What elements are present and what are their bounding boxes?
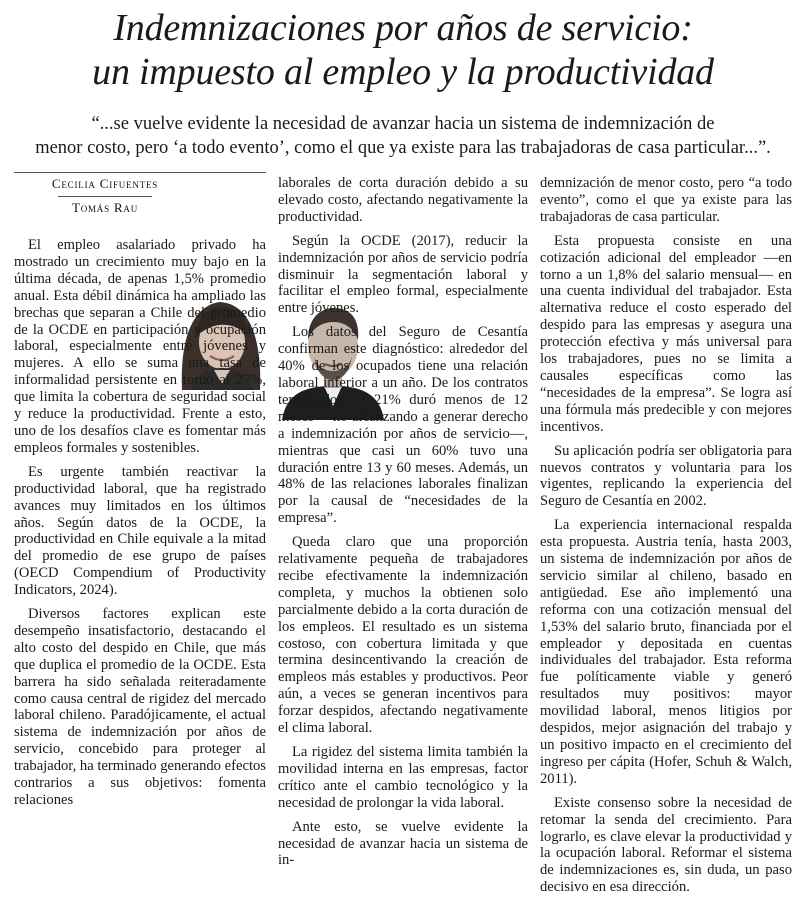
paragraph: Ante esto, se vuelve evidente la necesidad de avanzar hacia un sistema de in- [278,818,528,869]
headline-line-1: Indemnizaciones por años de servicio: [113,7,693,49]
paragraph: Esta propuesta consiste en una cotización adicional del empleador —en torno a un 1,8% del salario mensual— en una cuenta individual del trabajador. Esta alternativa reduce el costo esperado del despido para las empresas y asegura una protección efectiva y más universal para los trabajadores, pues no se limita a causales específicas como las “necesidades de la empresa”. Se logra así una fórmula más predecible y con mejores incentivos. [540,232,792,435]
article-column-2 [278,175,528,876]
paragraph: Existe consenso sobre la necesidad de retomar la senda del crecimiento. Para lograrlo, es clave elevar la productividad y la ocupación laboral. Reformar el sistema de indemnizaciones es, sin duda, un paso decisivo en esa dirección. [540,794,792,896]
paragraph: Su aplicación podría ser obligatoria para nuevos contratos y voluntaria para los vigentes, replicando la experiencia del Seguro de Cesantía en 2002. [540,442,792,510]
headline [0,6,806,94]
pull-quote [20,112,786,160]
author-byline-1: Cecilia Cifuentes [51,176,159,191]
byline-divider [58,196,152,197]
paragraph: La experiencia internacional respalda esta propuesta. Austria tenía, hasta 2003, un sistema de indemnización por años de servicio similar al chileno, basado en antigüedad. Ese año implementó una reforma con una cotización mensual del 1,53% del salario bruto, financiada por el empleador y depositada en cuentas individuales del trabajador. Esta reforma fue políticamente viable y generó resultados muy positivos: mayor movilidad laboral, menos litigios por despidos, mejor asignación del trabajo y un positivo impacto en el crecimiento del ingreso per cápita (Hofer, Schuh & Walch, 2011). [540,517,792,787]
author-byline-2: Tomás Rau [71,200,139,215]
paragraph: Según la OCDE (2017), reducir la indemnización por años de servicio podría disminuir la segmentación laboral y facilitar el empleo formal, especialmente entre jóvenes. [278,232,528,317]
article-column-1 [14,237,266,816]
paragraph: laborales de corta duración debido a su elevado costo, afectando negativamente la productividad. [278,175,528,225]
paragraph: demnización de menor costo, pero “a todo evento”, como el que ya existe para las trabajadoras de casa particular. [540,175,792,225]
article-column-3 [540,175,792,903]
paragraph: Los datos del Seguro de Cesantía confirman este diagnóstico: alrededor del 40% de los ocupados tiene una relación laboral inferior a un año. De los contratos terminados, el 21% duró menos de 12 meses —no alcanzando a generar derecho a indemnización por años de servicio—, mientras que casi un 60% tuvo una duración entre 13 y 60 meses. Además, un 48% de las relaciones laborales finalizan por la causal de “necesidades de la empresa”. [278,324,528,527]
paragraph: Es urgente también reactivar la productividad laboral, que ha registrado avances muy limitados en los últimos años. Según datos de la OCDE, la productividad en Chile equivale a la mitad del promedio de ese grupo de países (OECD Compendium of Productivity Indicators, 2024). [14,463,266,599]
headline-line-2: un impuesto al empleo y la productividad [92,51,714,93]
paragraph: La rigidez del sistema limita también la movilidad interna en las empresas, factor crítico ante el cambio tecnológico y la necesidad de prolongar la vida laboral. [278,744,528,811]
paragraph: Queda claro que una proporción relativamente pequeña de trabajadores recibe efectivamente la indemnización completa, y muchos la obtienen solo parcialmente debido a la corta duración de los empleos. El resultado es un sistema costoso, con cobertura limitada y que termina desincentivando la creación de empleos más estables y productivos. Peor aún, a veces se generan incentivos para forzar despidos, afectando negativamente el clima laboral. [278,534,528,737]
top-rule [14,172,266,173]
paragraph: Diversos factores explican este desempeño insatisfactorio, destacando el alto costo del despido en Chile, que más que duplica el promedio de la OCDE. Esta barrera ha sido señalada reiteradamente como causa central de rigidez del mercado laboral chileno. Paradójicamente, el actual sistema de indemnización por años de servicio, concebido para proteger al trabajador, ha terminado generando efectos contrarios a sus objetivos: fomenta relaciones [14,606,266,808]
paragraph: El empleo asalariado privado ha mostrado un crecimiento muy bajo en la última década, de apenas 1,5% promedio anual. Esta débil dinámica ha ampliado las brechas que separan a Chile del promedio de la OCDE en participación y ocupación laboral, especialmente entre jóvenes y mujeres. A ello se suma una tasa de informalidad persistente en torno al 27%, que limita la cobertura de seguridad social y reduce la productividad. Frente a esto, uno de los desafíos clave es fomentar más empleos formales y sostenibles. [14,237,266,456]
pull-quote-line-1: “...se vuelve evidente la necesidad de avanzar hacia un sistema de indemnización de [91,114,715,134]
pull-quote-line-2: menor costo, pero ‘a todo evento’, como el que ya existe para las trabajadoras de casa particular...”. [35,138,771,158]
